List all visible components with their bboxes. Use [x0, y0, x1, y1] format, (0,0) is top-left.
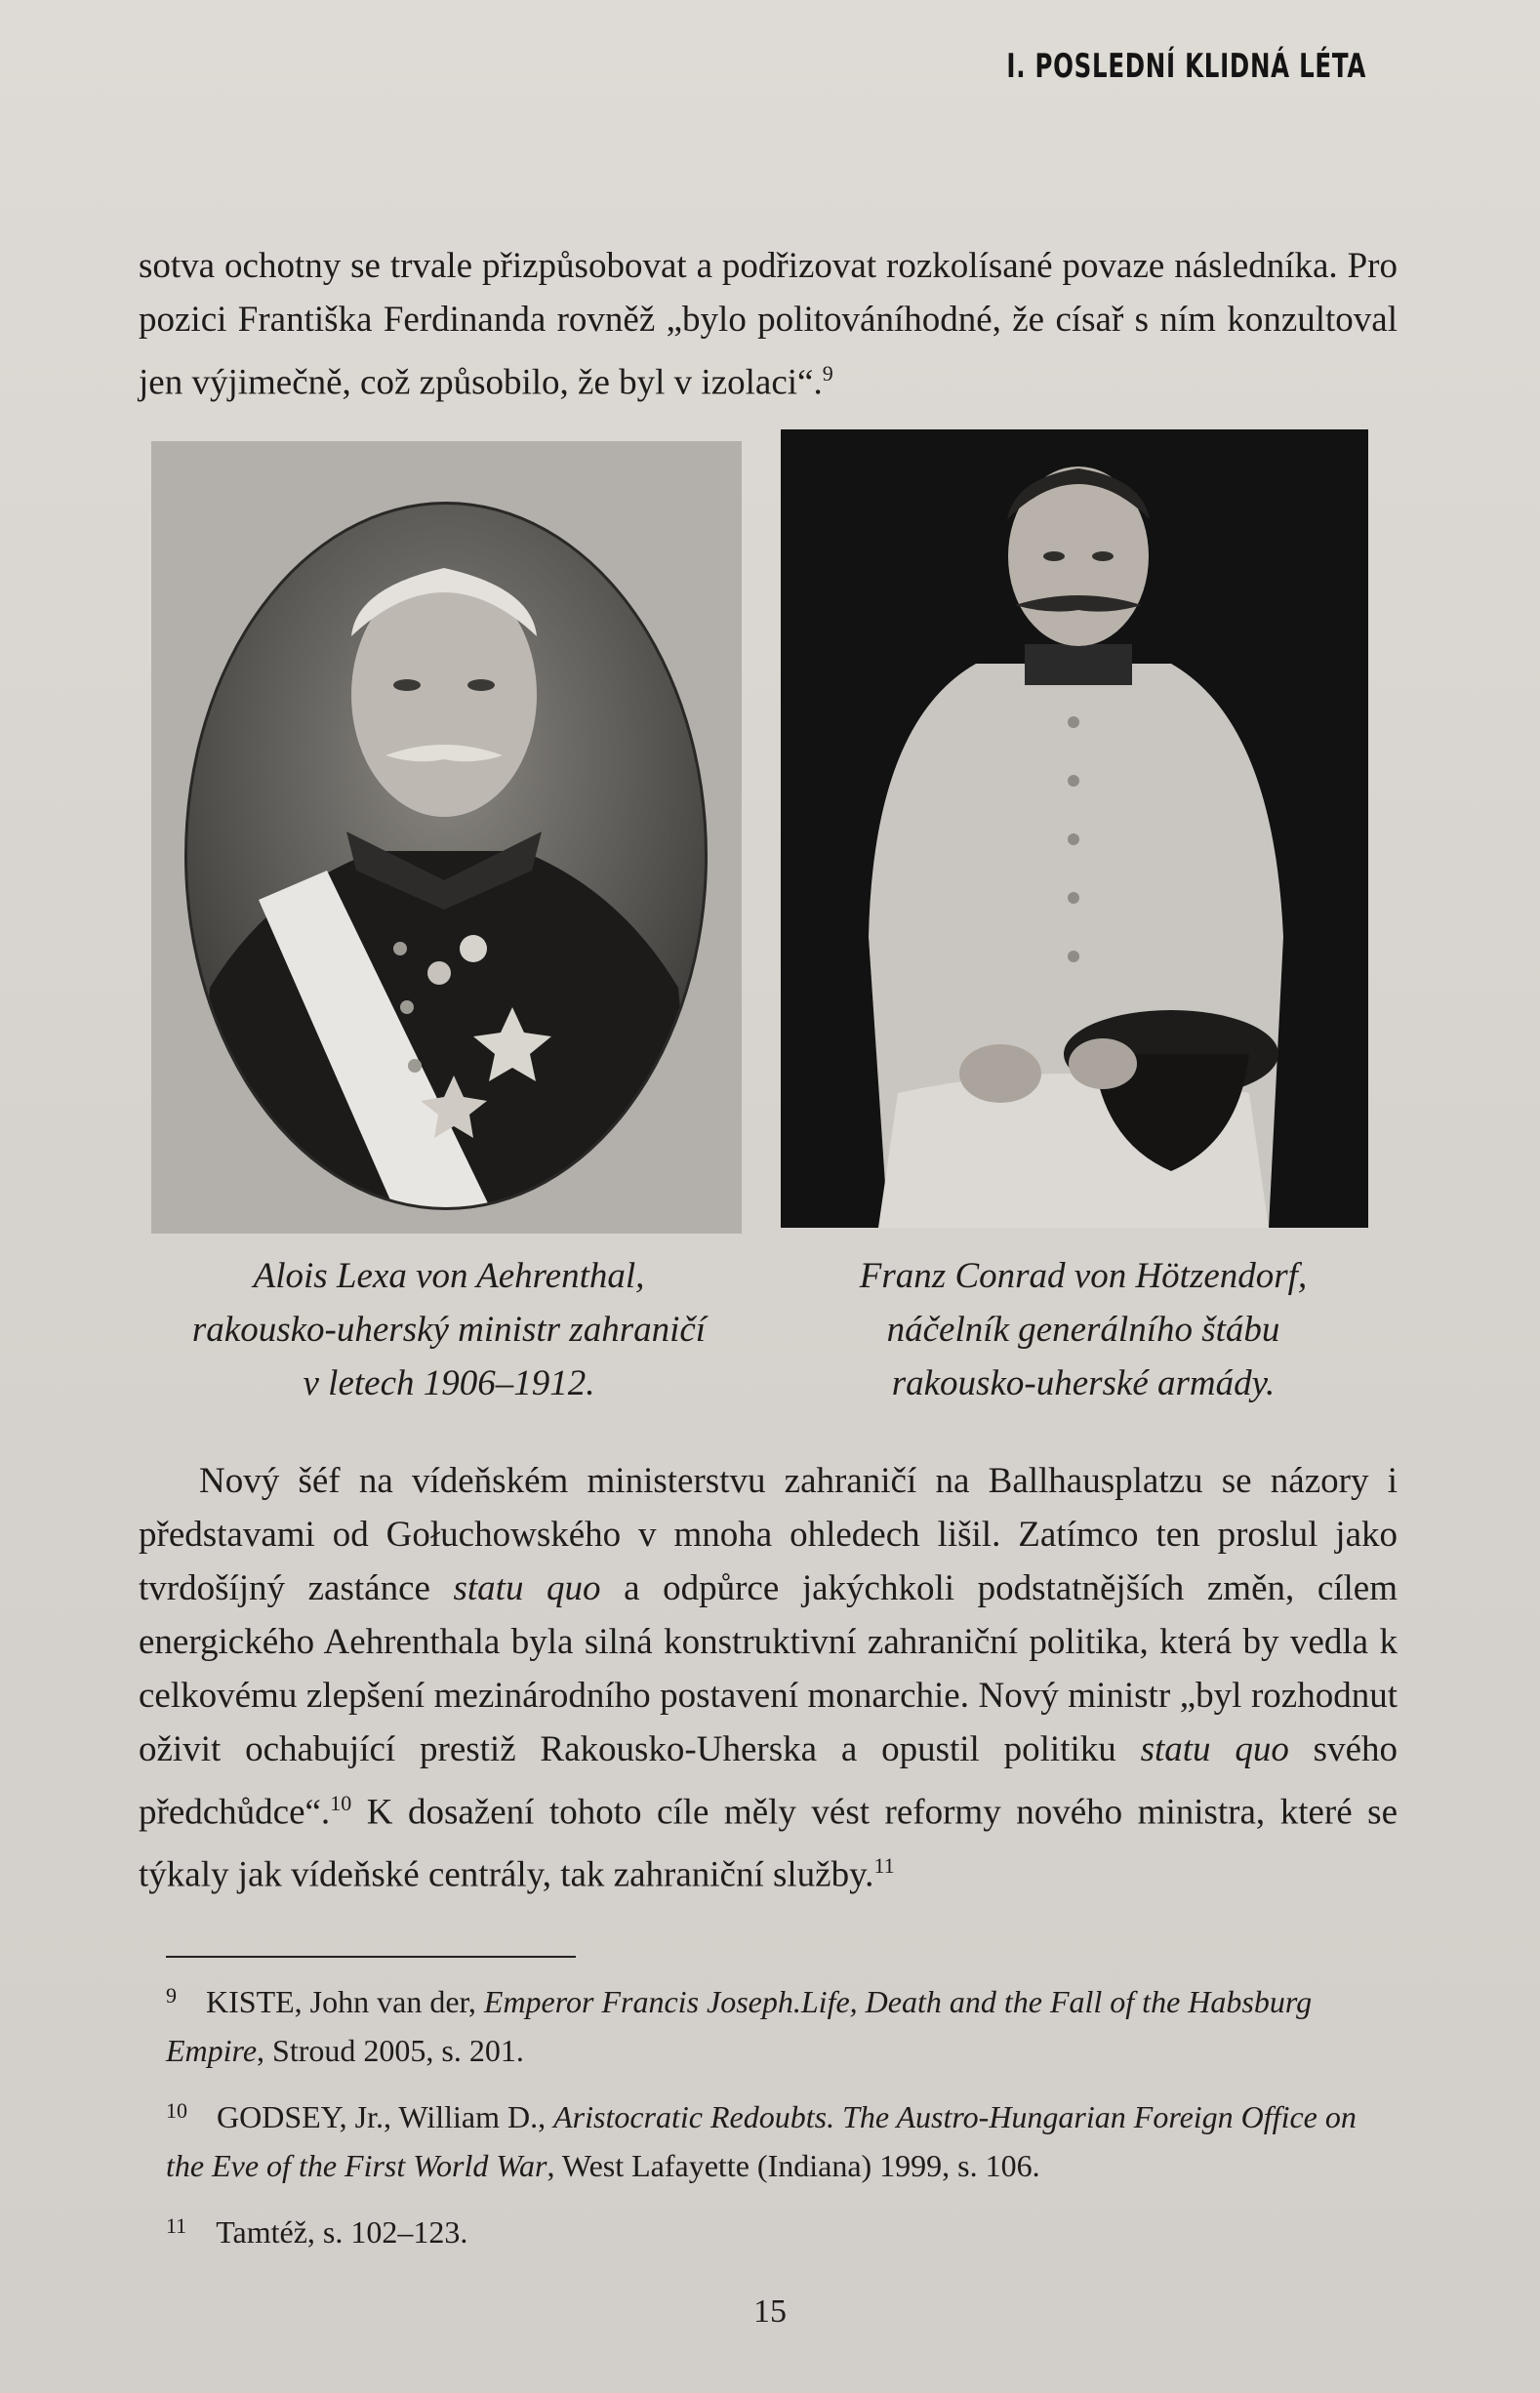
footnote-9-number: 9	[166, 1983, 177, 2008]
caption-aehrenthal	[137, 1249, 761, 1410]
paragraph-main	[139, 1454, 1398, 1902]
footnote-10-number: 10	[166, 2098, 187, 2123]
footnote-divider	[166, 1956, 576, 1958]
footnote-ref-9: 9	[822, 361, 833, 385]
footnote-ref-10: 10	[330, 1791, 352, 1815]
footnote-11-text-a: Tamtéž, s. 102–123.	[216, 2214, 468, 2250]
portrait-hotzendorf-image	[781, 429, 1368, 1228]
paragraph-main-part4: K dosažení tohoto cíle měly vést reformy nového ministra, které se týkaly jak vídeňské centrály, tak zahraniční služby.	[139, 1792, 1398, 1895]
caption-hotzendorf-line3: rakousko-uherské armády.	[891, 1363, 1276, 1403]
page-number: 15	[753, 2293, 787, 2330]
paragraph-main-part3: svého předchůdce“.	[139, 1729, 1398, 1833]
footnotes	[166, 1971, 1396, 2268]
portrait-hotzendorf	[781, 429, 1368, 1228]
footnote-9-text-b: , Stroud 2005, s. 201.	[257, 2033, 524, 2068]
footnote-ref-11: 11	[873, 1853, 895, 1879]
portrait-aehrenthal	[151, 441, 742, 1234]
paragraph-top	[139, 239, 1398, 409]
paragraph-main-italic1: statu quo	[453, 1568, 601, 1608]
paragraph-main-part1: Nový šéf na vídeňském ministerstvu zahraničí na Ballhausplatzu se názory i představami od Gołuchowského v mnoha ohledech lišil. Zatímco ten proslul jako tvrdošíjný zastánce	[139, 1461, 1398, 1608]
paragraph-main-part2: a odpůrce jakýchkoli podstatnějších změn, cílem energického Aehrenthala byla silná konstruktivní zahraniční politika, která by vedla k celkovému zlepšení mezinárodního postavení monarchie. Nový ministr „byl rozhodnut oživit ochabující prestiž Rakousko-Uherska a opustil politiku	[139, 1568, 1398, 1769]
footnote-9-title: Emperor Francis Joseph.Life, Death and the Fall of the Habsburg Empire	[166, 1984, 1313, 2068]
footnote-9	[166, 1971, 1396, 2075]
paragraph-top-text: sotva ochotny se trvale přizpůsobovat a podřizovat rozkolísané povaze následníka. Pro pozici Františka Ferdinanda rovněž „bylo politováníhodné, že císař s ním konzultoval jen výjimečně, což způsobilo, že byl v izolaci“.	[139, 246, 1398, 403]
running-head: I. POSLEDNÍ KLIDNÁ LÉTA	[1006, 47, 1366, 86]
caption-aehrenthal-line1: Alois Lexa von Aehrenthal,	[253, 1256, 645, 1296]
caption-aehrenthal-line3: v letech 1906–1912.	[303, 1363, 595, 1403]
footnote-10-text-a: GODSEY, Jr., William D.,	[217, 2099, 554, 2134]
footnote-10-title: Aristocratic Redoubts. The Austro-Hungarian Foreign Office on the Eve of the First World War	[166, 2099, 1357, 2183]
paragraph-main-italic2: statu quo	[1140, 1729, 1289, 1769]
portrait-aehrenthal-image	[151, 441, 742, 1234]
footnote-11	[166, 2202, 1396, 2256]
caption-aehrenthal-line2: rakousko-uherský ministr zahraničí	[191, 1310, 707, 1350]
caption-hotzendorf	[771, 1249, 1396, 1410]
caption-hotzendorf-line2: náčelník generálního štábu	[886, 1310, 1280, 1350]
footnote-9-text-a: KISTE, John van der,	[206, 1984, 484, 2019]
footnote-10	[166, 2087, 1396, 2190]
caption-hotzendorf-line1: Franz Conrad von Hötzendorf,	[859, 1256, 1308, 1296]
footnote-10-text-b: , West Lafayette (Indiana) 1999, s. 106.	[547, 2148, 1040, 2183]
footnote-11-number: 11	[166, 2213, 187, 2238]
